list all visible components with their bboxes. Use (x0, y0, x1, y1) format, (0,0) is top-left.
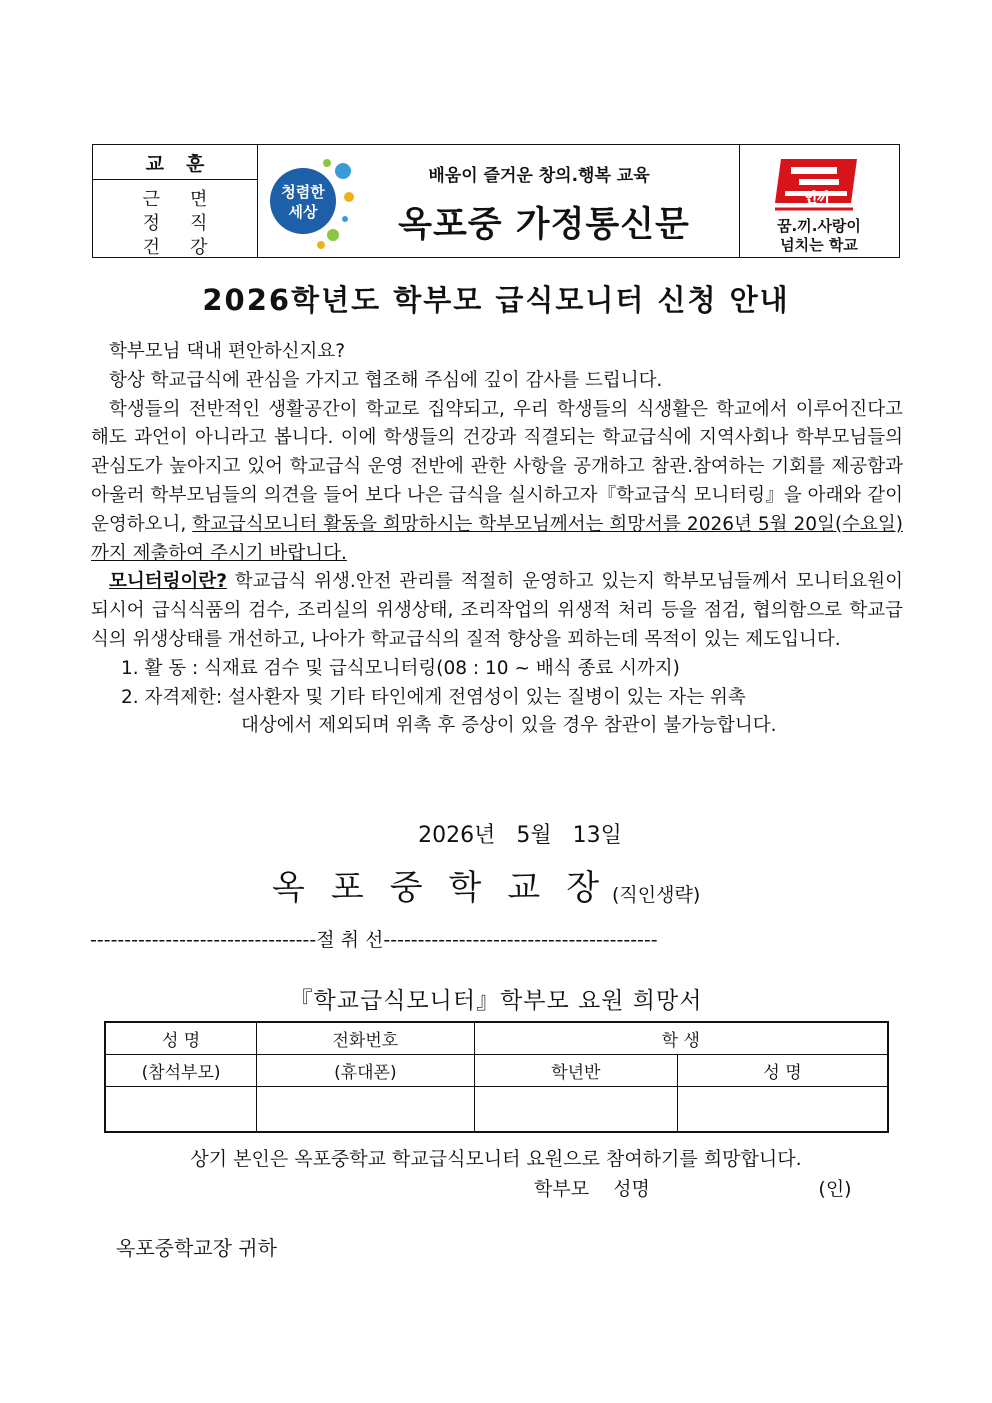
issue-date: 2026년 5월 13일 (418, 823, 622, 848)
school-motto (739, 217, 899, 255)
motto-line-3: 건강 (142, 237, 238, 258)
slogan: 배움이 즐거운 창의.행복 교육 (428, 166, 650, 186)
addressee: 옥포중학교장 귀하 (116, 1236, 277, 1260)
eligibility-text: 설사환자 및 기타 타인에게 전염성이 있는 질병이 있는 자는 위촉 (228, 686, 746, 708)
header-phone-sub: (휴대폰) (257, 1054, 474, 1086)
school-motto-cell (93, 145, 258, 257)
application-form-table (104, 1021, 889, 1133)
activity-text: 식재료 검수 및 급식모니터링(08 : 10 ~ 배식 종료 시까지) (204, 657, 680, 679)
main-paragraph (91, 396, 903, 569)
monitor-description: 학교급식 위생.안전 관리를 적절히 운영하고 있는지 학부모님들께서 모니터요원이 되시어 급식식품의 검수, 조리실의 위생상태, 조리작업의 위생적 처리 등을 점검, 협의함으로 학교급식의 위생상태를 개선하고, 나아가 학교급식의 질적 향상을 꾀하는데 목적이 있는 제도입니다. (91, 571, 903, 650)
motto-line-1: 근면 (142, 189, 238, 210)
input-grade-class[interactable] (474, 1086, 677, 1132)
main-paragraph-text: 학생들의 전반적인 생활공간이 학교로 집약되고, 우리 학생들의 식생활은 학교에서 이루어진다고 해도 과언이 아니라고 봅니다. 이에 학생들의 건강과 직결되는 학교급식에 지역사회나 학부모님들의 관심도가 높아지고 있어 학교급식 운영 전반에 관한 사항을 공개하고 참관.참여하는 기회를 제공함과 아울러 학부모님들의 의견을 들어 보다 나은 급식을 실시하고자『학교급식 모니터링』을 아래와 같이 운영하오니, (91, 398, 903, 535)
form-title: 『학교급식모니터』학부모 요원 희망서 (289, 988, 703, 1014)
thanks: 항상 학교급식에 관심을 가지고 협조해 주심에 깊이 감사를 드립니다. (109, 369, 663, 391)
document-title: 2026학년도 학부모 급식모니터 신청 안내 (202, 283, 790, 317)
notice-body (91, 338, 903, 741)
deadline-notice: 학교급식모니터 활동을 희망하시는 학부모님께서는 희망서를 2026년 5월 20일(수요일)까지 제출하여 주시기 바랍니다. (91, 513, 903, 564)
school-logo-cell (739, 145, 899, 257)
monitor-definition (91, 568, 903, 654)
header-grade-class: 학년반 (474, 1054, 677, 1086)
consent-statement: 상기 본인은 옥포중학교 학교급식모니터 요원으로 참여하기를 희망합니다. (190, 1148, 802, 1170)
principal-name: 옥포중학교장 (272, 868, 626, 908)
header-name: 성 명 (105, 1022, 257, 1054)
input-student-name[interactable] (678, 1086, 888, 1132)
list-item-activity (91, 655, 903, 684)
svg-text:세상: 세상 (288, 203, 318, 221)
school-logo (771, 153, 867, 215)
header-box (92, 144, 900, 258)
header-student: 학 생 (474, 1022, 888, 1054)
header-name-sub: (참석부모) (105, 1054, 257, 1086)
svg-text:청렴한: 청렴한 (281, 183, 325, 201)
motto-line-2: 정직 (142, 213, 238, 234)
cut-line: ---------------------------------절 취 선---------------------------------------- (90, 929, 658, 951)
newsletter-title: 옥포중 가정통신문 (398, 205, 690, 245)
header-phone: 전화번호 (257, 1022, 474, 1054)
list-item-eligibility (91, 684, 903, 713)
input-parent-name[interactable] (105, 1086, 257, 1132)
eligibility-text-continued: 대상에서 제외되며 위촉 후 증상이 있을 경우 참관이 불가능합니다. (241, 715, 777, 737)
greeting: 학부모님 댁내 편안하신지요? (109, 341, 346, 362)
eligibility-label: 2. 자격제한: (121, 686, 223, 708)
svg-text:인끼: 인끼 (804, 191, 830, 206)
input-phone[interactable] (257, 1086, 474, 1132)
newsletter-title-cell (257, 145, 740, 257)
motto-title: 교훈 (93, 145, 257, 180)
school-motto-line-1: 꿈.끼.사랑이 (777, 217, 861, 235)
activity-label: 1. 활 동 : (121, 657, 199, 679)
school-motto-line-2: 넘치는 학교 (780, 236, 858, 254)
integrity-logo (263, 153, 363, 253)
parent-signature-line: 학부모 성명 (인) (534, 1178, 852, 1200)
header-student-name: 성 명 (678, 1054, 888, 1086)
monitor-label: 모니터링이란? (109, 571, 227, 593)
seal-omitted-note: (직인생략) (612, 884, 701, 906)
